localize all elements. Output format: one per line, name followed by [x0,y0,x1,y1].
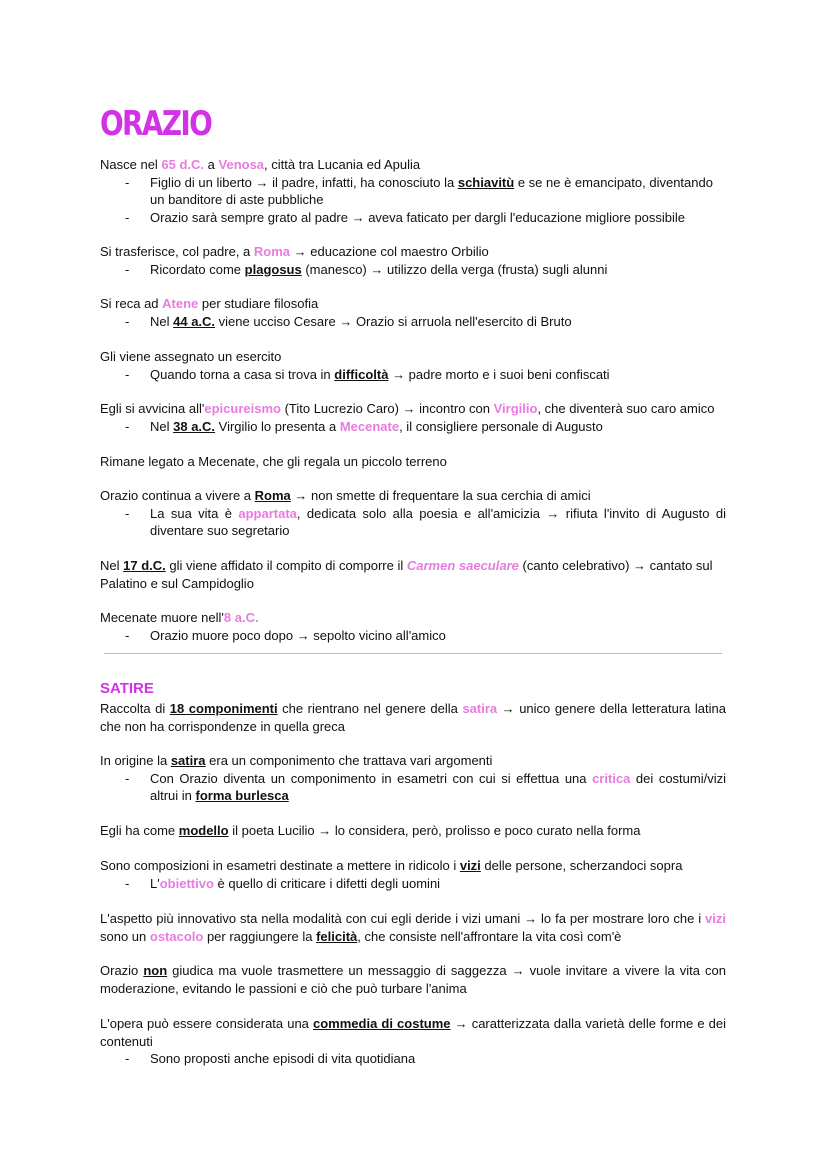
text: è quello di criticare i difetti degli uomini [213,875,441,891]
text: (Tito Lucrezio Caro) → incontro con [280,401,494,416]
text: il poeta Lucilio → lo considera, però, prolisso e poco curato nella forma [228,823,641,838]
paragraph-line [100,557,726,592]
keyword: felicità [316,928,358,944]
text: La sua vita è [150,505,239,521]
text: per raggiungere la [203,928,317,944]
highlight-name: Virgilio [493,401,538,416]
paragraph-line: Gli viene assegnato un esercito [100,349,282,364]
paragraph-model [100,822,726,840]
text: viene ucciso Cesare → Orazio si arruola nell'esercito di Bruto [215,313,572,329]
text: Si trasferisce, col padre, a [100,244,254,259]
text: e se ne è emancipato, diventando un banditore di aste pubbliche [150,174,713,207]
keyword: modello [178,823,229,838]
paragraph-line: Rimane legato a Mecenate, che gli regala un piccolo terreno [100,454,447,469]
keyword: non [143,963,168,978]
text: L'opera può essere considerata una [100,1016,314,1031]
keyword: commedia di costume [313,1016,451,1031]
text: Virgilio lo presenta a [215,418,340,434]
paragraph-innovation [100,910,726,945]
paragraph-rome [100,243,726,278]
text: Mecenate muore nell' [100,610,224,625]
text: → caratterizzata dalla varietà delle forme e dei contenuti [100,1016,727,1049]
text: → unico genere della letteratura latina che non ha corrispondenze in quella greca [100,701,726,734]
paragraph-line [100,857,726,875]
paragraph-vices [100,857,726,892]
paragraph-comedy [100,1015,726,1068]
highlight-term: ostacolo [149,928,204,944]
highlight-term: appartata [238,505,297,521]
highlight-date: 65 d.C. [161,157,205,172]
bullet-item [100,261,726,279]
text: per studiare filosofia [198,296,319,311]
keyword: satira [170,753,206,768]
text: dei costumi/vizi altrui in [150,770,727,803]
keyword-date: 38 a.C. [173,418,216,434]
text: gli viene affidato il compito di comporre il [165,558,407,573]
paragraph-athens [100,295,726,330]
page-title: ORAZIO [100,104,212,144]
paragraph-maecenas [100,453,726,471]
paragraph-army [100,348,726,383]
highlight-term: obiettivo [159,875,214,891]
paragraph-line [100,156,726,174]
text: delle persone, scherzandoci sopra [480,858,683,873]
text: Con Orazio diventa un componimento in esametri con cui si effettua una [150,770,593,786]
paragraph-collection [100,700,726,735]
text: Nel [150,418,174,434]
bullet-item: - Orazio muore poco dopo → sepolto vicino all'amico [100,627,726,645]
text: (canto celebrativo) → cantato sul Palatino e sul Campidoglio [100,558,713,591]
text: → non smette di frequentare la sua cerchia di amici [290,488,591,503]
text: , città tra Lucania ed Apulia [264,157,421,172]
text: Sono composizioni in esametri destinate a mettere in ridicolo i [100,858,460,873]
highlight-term: vizi [705,911,726,926]
bullet-item [100,505,726,540]
paragraph-line [100,487,726,505]
text: Egli ha come [100,823,179,838]
keyword: plagosus [244,261,302,277]
text: che rientrano nel genere della [277,701,463,716]
highlight-term: critica [592,770,631,786]
text: a [204,157,219,172]
highlight-place: Atene [162,296,199,311]
paragraph-line [100,400,726,418]
text: Ricordato come [150,261,245,277]
section-divider [104,653,722,654]
highlight-place: Roma [253,244,291,259]
paragraph-life-rome [100,487,726,540]
bullet-item [100,174,726,209]
highlight-name: Mecenate [339,418,400,434]
text: Nel [150,313,174,329]
bullet-item [100,418,726,436]
keyword-date: 44 a.C. [173,313,216,329]
text: Orazio continua a vivere a [100,488,255,503]
text: sono un [100,928,150,944]
bullet-item: - Orazio sarà sempre grato al padre → aveva faticato per dargli l'educazione migliore possibile [100,209,726,227]
paragraph-origin [100,752,726,805]
text: Nasce nel [100,157,162,172]
paragraph-carmen [100,557,726,592]
text: Figlio di un liberto → il padre, infatti, ha conosciuto la [150,174,458,190]
bullet-item: - Sono proposti anche episodi di vita quotidiana [100,1050,726,1068]
text: → padre morto e i suoi beni confiscati [388,366,610,382]
keyword: Roma [254,488,291,503]
highlight-term: satira [462,701,498,716]
text: , dedicata solo alla poesia e all'amicizia → rifiuta l'invito di Augusto di diventare suo segretario [150,505,726,538]
text: Raccolta di [100,701,170,716]
text: Si reca ad [100,296,163,311]
paragraph-line [100,822,726,840]
text: In origine la [100,753,171,768]
bullet-item [100,313,726,331]
text: (manesco) → utilizzo della verga (frusta) sugli alunni [301,261,608,277]
section-heading-satire: SATIRE [100,680,154,697]
text: , che consiste nell'affrontare la vita così com'è [357,928,622,944]
text: Quando torna a casa si trova in [150,366,335,382]
keyword: 18 componimenti [169,701,278,716]
bullet-item [100,770,726,805]
text: → educazione col maestro Orbilio [290,244,489,259]
keyword: difficoltà [334,366,389,382]
keyword: forma burlesca [195,788,289,803]
text: Egli si avvicina all' [100,401,205,416]
text: era un componimento che trattava vari argomenti [205,753,493,768]
paragraph-epicureanism [100,400,726,435]
paragraph-line [100,243,726,261]
keyword: vizi [459,858,481,873]
highlight-work-title: Carmen saeculare [406,558,519,573]
paragraph-death [100,609,726,644]
text: , che diventerà suo caro amico [537,401,715,416]
paragraph-line [100,295,726,313]
paragraph-line [100,752,726,770]
highlight-term: epicureismo [204,401,281,416]
text: , il consigliere personale di Augusto [399,418,603,434]
paragraph-wisdom [100,962,726,997]
paragraph-birth [100,156,726,226]
text: giudica ma vuole trasmettere un messaggio di saggezza → vuole invitare a vivere la vita con moderazione, evitando le passioni e ciò che può turbare l'anima [100,963,726,996]
text: Nel [100,558,124,573]
bullet-item [100,366,726,384]
highlight-place: Venosa [218,157,265,172]
paragraph-line [100,962,726,997]
text: L'aspetto più innovativo sta nella modalità con cui egli deride i vizi umani → lo fa per mostrare loro che i [100,911,706,926]
keyword: schiavitù [457,174,515,190]
text: L' [150,875,160,891]
highlight-date: 8 a.C. [223,610,259,625]
paragraph-line [100,609,726,627]
bullet-item [100,875,726,893]
paragraph-line [100,1015,726,1050]
paragraph-line [100,910,726,945]
paragraph-line [100,700,726,735]
keyword-date: 17 d.C. [123,558,166,573]
text: Orazio [100,963,144,978]
